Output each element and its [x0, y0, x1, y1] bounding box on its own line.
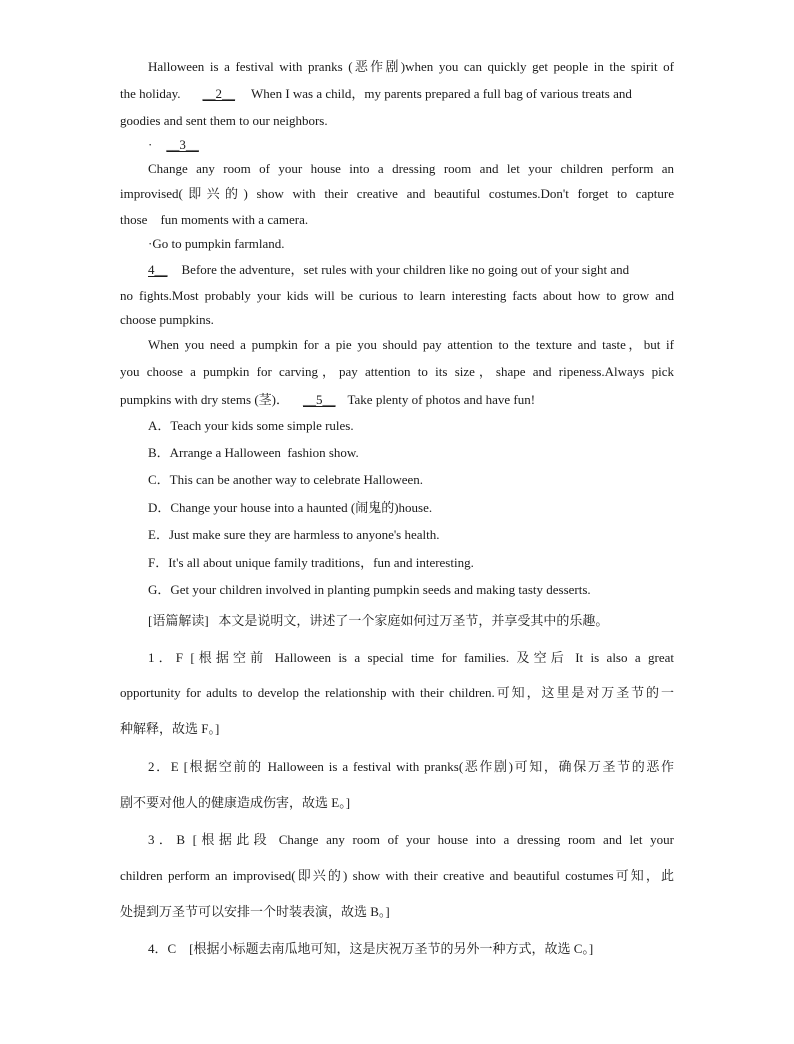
passage-p3-line1 — [148, 262, 674, 278]
passage-p3-line3: choose pumpkins. — [120, 312, 214, 327]
passage-p4-line3 — [120, 392, 535, 408]
passage-p1-line3: goodies and sent them to our neighbors. — [120, 113, 328, 128]
answer-2-line2: 剧不要对他人的健康造成伤害，故选 E。] — [120, 795, 351, 810]
option-e: E．Just make sure they are harmless to anyone's health. — [148, 527, 440, 542]
passage-p2-line1: Change any room of your house into a dressing room and let your children perform an — [148, 161, 674, 176]
bullet-dot: · — [148, 137, 153, 152]
blank-4: 4__ — [148, 262, 168, 277]
option-c: C．This can be another way to celebrate Halloween. — [148, 472, 424, 487]
option-a: A．Teach your kids some simple rules. — [148, 418, 354, 433]
answer-3-line1: 3．B [根据此段 Change any room of your house into a dressing room and let your — [148, 832, 674, 847]
passage-p1-line2-end: When I was a child，my parents prepared a full bag of various treats and — [251, 86, 632, 101]
answer-4-line1: 4．C [根据小标题去南瓜地可知，这是庆祝万圣节的另外一种方式，故选 C。] — [148, 941, 594, 956]
option-f: F．It's all about unique family traditions，fun and interesting. — [148, 555, 474, 570]
answer-3-line3: 处提到万圣节可以安排一个时装表演，故选 B。] — [120, 904, 390, 919]
passage-p1-line2 — [120, 86, 674, 102]
passage-p1-line1: Halloween is a festival with pranks (恶作剧)when you can quickly get people in the spirit of — [148, 59, 674, 74]
passage-p4-line2: you choose a pumpkin for carving，pay attention to its size，shape and ripeness.Always pick — [120, 364, 674, 379]
answer-3-line2: children perform an improvised(即兴的) show with their creative and beautiful costumes可知，此 — [120, 868, 674, 883]
pumpkin-heading: ·Go to pumpkin farmland. — [148, 236, 285, 251]
passage-p4-line1: When you need a pumpkin for a pie you should pay attention to the texture and taste，but if — [148, 337, 674, 352]
answer-1-line1: 1．F [根据空前 Halloween is a special time for families. 及空后 It is also a great — [148, 650, 674, 665]
passage-p4-line3-start: pumpkins with dry stems (茎)． — [120, 392, 289, 407]
answer-1-line2: opportunity for adults to develop the relationship with their children.可知，这里是对万圣节的一 — [120, 685, 674, 700]
answer-1-line3: 种解释，故选 F。] — [120, 721, 220, 736]
passage-summary: [语篇解读] 本文是说明文，讲述了一个家庭如何过万圣节，并享受其中的乐趣。 — [148, 613, 609, 628]
option-g: G．Get your children involved in planting pumpkin seeds and making tasty desserts. — [148, 582, 591, 597]
answer-2-line1: 2．E [根据空前的 Halloween is a festival with pranks(恶作剧)可知，确保万圣节的恶作 — [148, 759, 674, 774]
blank-3-row — [148, 137, 199, 153]
passage-p2-line2: improvised(即兴的) show with their creative and beautiful costumes.Don't forget to capture — [120, 186, 674, 201]
blank-2: __2__ — [202, 86, 236, 101]
passage-p1-line2-start: the holiday. — [120, 86, 181, 101]
option-b: B．Arrange a Halloween fashion show. — [148, 445, 359, 460]
passage-p2-line3: those fun moments with a camera. — [120, 212, 309, 227]
passage-p4-line3-end: Take plenty of photos and have fun! — [347, 392, 536, 407]
blank-5: __5__ — [303, 392, 336, 407]
passage-p3-line1-text: Before the adventure，set rules with your children like no going out of your sight and — [181, 262, 630, 277]
option-d: D．Change your house into a haunted (闹鬼的)house. — [148, 500, 433, 515]
blank-3: __3__ — [166, 137, 199, 152]
passage-p3-line2: no fights.Most probably your kids will be curious to learn interesting facts about how to grow and — [120, 288, 674, 303]
